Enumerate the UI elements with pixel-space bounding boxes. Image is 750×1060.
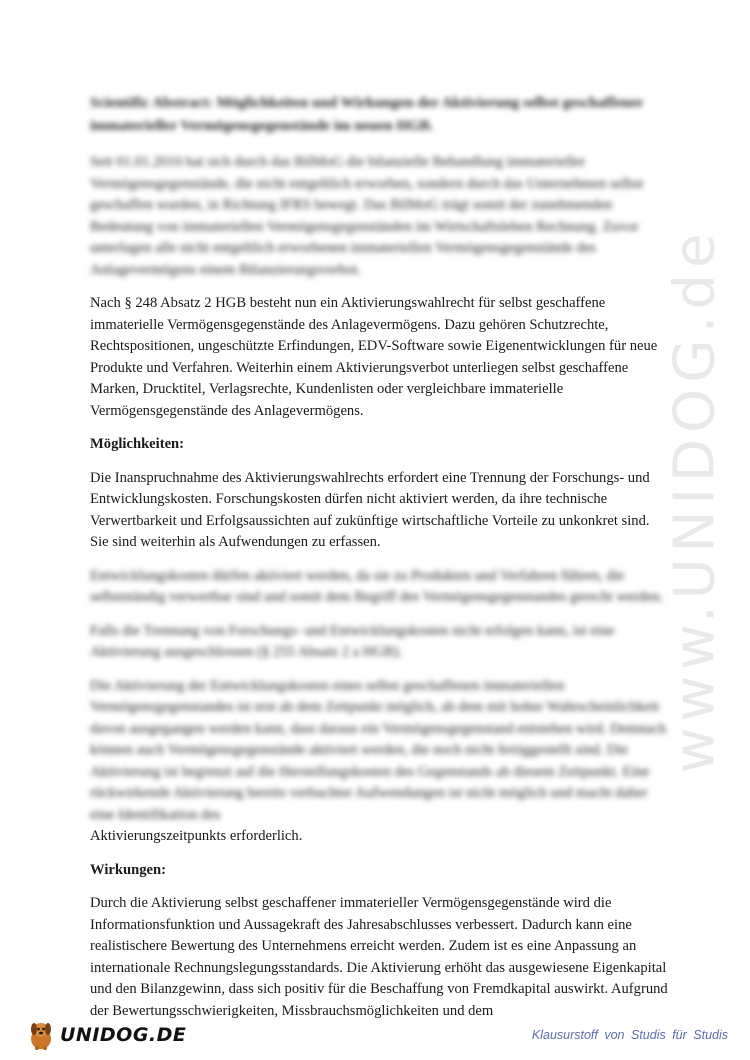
paragraph-zeitpunkt-blurred: Die Aktivierung der Entwicklungskosten eines selbst geschaffenen immateriellen Vermögensgegenstandes ist erst ab dem Zeitpunkt möglich, ab dem mit hoher Wahrscheinlichkeit davon ausgegangen werden kann, dass daraus ein Vermögensgegenstand entstehen wird. Demnach können auch Vermögensgegenstände aktiviert werden, die noch nicht fertiggestellt sind. Die Aktivierung ist begrenzt auf die Herstellungskosten des Gegenstands ab diesem Zeitpunkt. Eine rückwirkende Aktivierung bereits verbuchter Aufwendungen ist nicht möglich und macht daher eine Identifikation des bbox=[90, 677, 667, 823]
footer-slogan: Klausurstoff von Studis für Studis bbox=[531, 1028, 728, 1042]
paragraph-trennung: Die Inanspruchnahme des Aktivierungswahlrechts erfordert eine Trennung der Forschungs- und Entwicklungskosten. Forschungskosten dürfen nicht aktiviert werden, da ihre technische Verwertbarkeit und Erfolgsaussichten auf zukünftige wirtschaftliche Vorteile zu unkonkret sind. Sie sind weiterhin als Aufwendungen zu erfassen. bbox=[90, 469, 650, 550]
heading-wirkungen: Wirkungen: bbox=[90, 861, 166, 878]
unidog-logo[interactable] bbox=[26, 1018, 186, 1052]
intro-paragraph-blurred: Seit 01.01.2010 hat sich durch das BilMoG die bilanzielle Behandlung immaterieller Vermögensgegenstände, die nicht entgeltlich erworben, sondern durch das Unternehmen selbst geschaffen wurden, in Richtung IFRS bewegt. Das BilMoG trägt somit der zunehmenden Bedeutung von immateriellen Vermögensgegenständen im Wirtschaftsleben Rechnung. Zuvor unterlagen alle nicht entgeltlich erworbenen immateriellen Vermögensgegenstände des Anlagevermögens einem Bilanzierungsverbot. bbox=[90, 154, 644, 278]
watermark-text: www.UNIDOG.de bbox=[662, 227, 728, 773]
paragraph-zeitpunkt-end: Aktivierungszeitpunkts erforderlich. bbox=[90, 828, 303, 844]
document-title: Scientific Abstract: Möglichkeiten und Wirkungen der Aktivierung selbst geschaffener immaterieller Vermögensgegenstände im neuen HGB. bbox=[90, 95, 644, 134]
document-body bbox=[90, 92, 670, 1034]
paragraph-aktivierungswahlrecht: Nach § 248 Absatz 2 HGB besteht nun ein Aktivierungswahlrecht für selbst geschaffene immaterielle Vermögensgegenstände des Anlagevermögens. Dazu gehören Schutzrechte, Rechtspositionen, ungeschützte Erfindungen, EDV-Software sowie Eigenentwicklungen für neue Produkte und Verfahren. Weiterhin einem Aktivierungsverbot unterliegen selbst geschaffene Marken, Drucktitel, Verlagsrechte, Kundenlisten oder vergleichbare immaterielle Vermögensgegenstände des Anlagevermögens. bbox=[90, 295, 658, 419]
logo-text: UNIDOG.DE bbox=[60, 1024, 187, 1046]
paragraph-entwicklungskosten-blurred: Entwicklungskosten dürfen aktiviert werden, da sie zu Produkten und Verfahren führen, die selbstständig verwertbar sind und somit dem Begriff des Vermögensgegenstandes gerecht werden. bbox=[90, 567, 663, 605]
page-footer bbox=[0, 1010, 750, 1060]
dog-mascot-icon bbox=[26, 1019, 56, 1051]
heading-moeglichkeiten: Möglichkeiten: bbox=[90, 436, 185, 452]
paragraph-trennung-ausgeschlossen-blurred: Falls die Trennung von Forschungs- und Entwicklungskosten nicht erfolgen kann, ist eine Aktivierung ausgeschlossen (§ 255 Absatz 2 a HGB). bbox=[90, 622, 615, 660]
paragraph-wirkungen: Durch die Aktivierung selbst geschaffener immaterieller Vermögensgegenstände wird die Informationsfunktion und Aussagekraft des Jahresabschlusses verbessert. Dadurch kann eine realistischere Bewertung des Unternehmens erreicht werden. Zudem ist es eine Anpassung an internationale Rechnungslegungsstandards. Die Aktivierung erhöht das ausgewiesene Eigenkapital und den Bilanzgewinn, dass sich positiv für die Beschaffung von Fremdkapital auswirkt. Aufgrund der Bewertungsschwierigkeiten, Missbrauchsmöglichkeiten und dem bbox=[90, 895, 668, 1019]
